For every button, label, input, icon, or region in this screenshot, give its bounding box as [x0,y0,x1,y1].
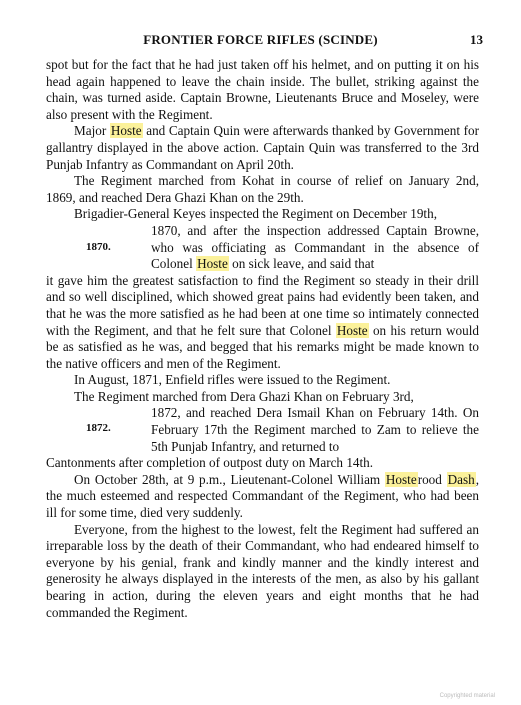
search-highlight: Dash [447,471,475,487]
search-highlight: Hoste [336,322,368,338]
copyright-watermark: Copyrighted material [439,693,495,699]
search-highlight: Hoste [110,123,142,139]
search-highlight: Hoste [197,256,228,272]
paragraph-6-lead: The Regiment marched from Dera Ghazi Khan on February 3rd, [74,388,414,404]
page-number: 13 [470,32,483,47]
paragraph-6-side: 1872, and reached Dera Ismail Khan on February 14th. On February 17th the Regiment marched to Zam to relieve the 5th Punjab Infantry, and returned to [151,405,479,454]
paragraph-4-side: 1870, and after the inspection addressed Captain Browne, who was officiating as Commandant in the absence of Colonel Hoste on sick leave, and said that [151,222,479,272]
paragraph-2: Major Hoste and Captain Quin were afterwards thanked by Government for gallantry displayed in the above action. Captain Quin was transferred to the 3rd Punjab Infantry as Commandant on April 20th. [46,123,479,172]
paragraph-7: On October 28th, at 9 p.m., Lieutenant-Colonel William Hosterood Dash, the much esteemed and respected Commandant of the Regiment, who had been ill for some time, died very suddenly. [46,471,479,521]
running-title: FRONTIER FORCE RIFLES (SCINDE) [143,32,378,47]
paragraph-5: In August, 1871, Enfield rifles were issued to the Regiment. [74,372,391,388]
sidenote-block-1872 [46,405,479,455]
paragraph-1: spot but for the fact that he had just taken off his helmet, and on putting it on his head again happened to leave the chain inside. The bullet, striking against the chain, was turned aside. Captain Browne, Lieutenants Bruce and Moseley, were also present with the Regiment. [46,57,479,122]
body-text [46,57,479,621]
paragraph-4-lead: Brigadier-General Keyes inspected the Regiment on December 19th, [74,206,437,222]
page-header [0,32,521,50]
paragraph-6-rest: Cantonments after completion of outpost duty on March 14th. [46,455,374,471]
sidenote-block-1870 [46,223,479,273]
paragraph-8: Everyone, from the highest to the lowest, felt the Regiment had suffered an irreparable loss by the death of their Commandant, who had endeared himself to everyone by his genial, frank and kindly manner and the kindly interest and generosity he always displayed in the interests of the men, as also by his gallant bearing in action, during the eleven years and eight months that he had commanded the Regiment. [46,521,479,620]
paragraph-4-rest: it gave him the greatest satisfaction to find the Regiment so steady in their drill and so well disciplined, which showed great pains had evidently been taken, and that he was the more satisfied as he had been at one time so intimately connected with the Regiment, and that he felt sure that Colonel Hoste on his return would be as satisfied as he was, and begged that his remarks might be made known to the native officers and men of the Regiment. [46,272,479,371]
margin-year: 1870. [86,240,111,253]
margin-year: 1872. [86,422,111,435]
paragraph-3: The Regiment marched from Kohat in course of relief on January 2nd, 1869, and reached Dera Ghazi Khan on the 29th. [46,173,479,205]
search-highlight: Hoste [385,471,417,487]
